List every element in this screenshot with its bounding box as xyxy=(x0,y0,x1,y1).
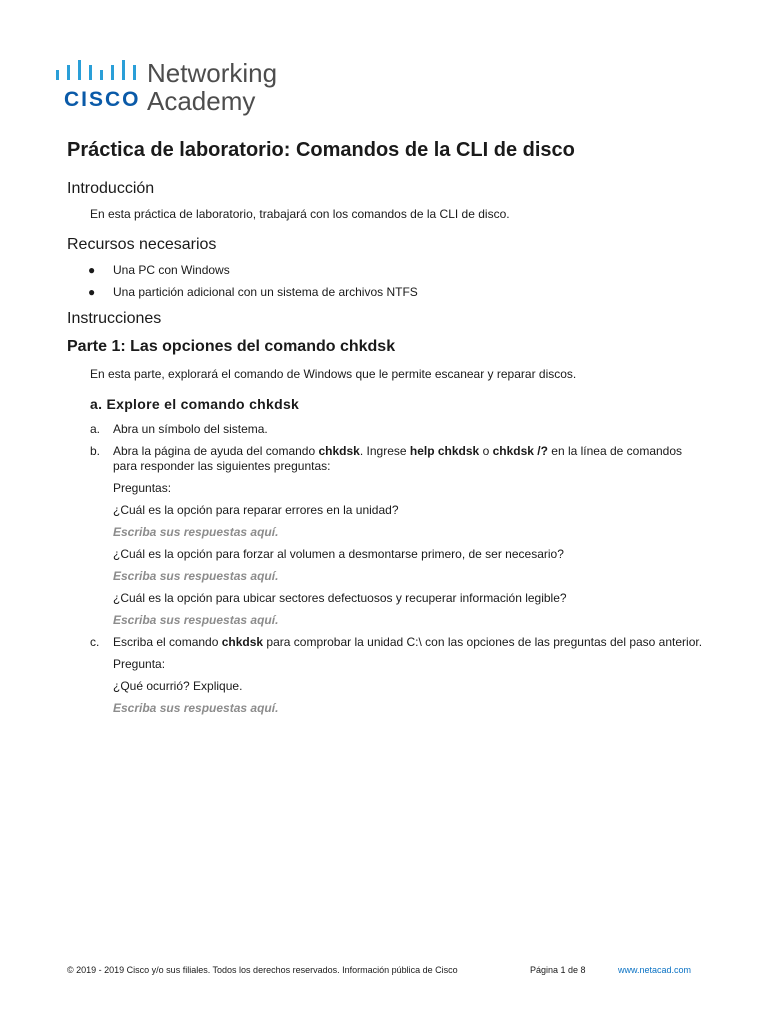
answer-placeholder: Escriba sus respuestas aquí. xyxy=(113,612,279,627)
part1-heading: Parte 1: Las opciones del comando chkdsk xyxy=(67,337,396,355)
step-b xyxy=(67,444,707,628)
footer-site-link[interactable]: www.netacad.com xyxy=(618,965,692,975)
step-a xyxy=(67,422,707,437)
question-text: ¿Cuál es la opción para ubicar sectores defectuosos y recuperar información legible? xyxy=(113,590,567,605)
bullet-icon: ● xyxy=(88,285,96,300)
cisco-wordmark: CISCO xyxy=(64,88,141,111)
answer-placeholder: Escriba sus respuestas aquí. xyxy=(113,568,279,583)
footer-page-number: Página 1 de 8 xyxy=(530,965,586,975)
cisco-logo xyxy=(54,58,314,118)
step-b-text: Abra la página de ayuda del comando chkdsk. Ingrese help chkdsk o chkdsk /? en la línea de comandos para responder las siguientes preguntas: xyxy=(113,443,683,473)
list-item xyxy=(67,285,707,300)
step-a-heading: a. Explore el comando chkdsk xyxy=(90,395,300,412)
resource-item-text: Una PC con Windows xyxy=(113,263,230,278)
intro-heading: Introducción xyxy=(67,180,155,197)
part1-intro-text: En esta parte, explorará el comando de Windows que le permite escanear y reparar discos. xyxy=(90,366,577,381)
footer-copyright: © 2019 - 2019 Cisco y/o sus filiales. Todos los derechos reservados. Información pública de Cisco xyxy=(67,965,458,975)
resource-item-text: Una partición adicional con un sistema de archivos NTFS xyxy=(113,285,418,300)
resources-list xyxy=(67,263,707,300)
question-text: ¿Cuál es la opción para forzar al volumen a desmontarse primero, de ser necesario? xyxy=(113,546,564,561)
cisco-bars-icon xyxy=(54,58,144,88)
step-mark: c. xyxy=(90,634,100,649)
steps-list xyxy=(67,422,707,716)
logo-line-networking: Networking xyxy=(147,58,278,88)
logo-line-academy: Academy xyxy=(147,86,256,116)
instructions-heading: Instrucciones xyxy=(67,310,162,328)
step-c-text: Escriba el comando chkdsk para comprobar la unidad C:\ con las opciones de las preguntas del paso anterior. xyxy=(113,634,703,649)
resources-heading: Recursos necesarios xyxy=(67,236,217,254)
page-title: Práctica de laboratorio: Comandos de la CLI de disco xyxy=(67,139,575,161)
document-body xyxy=(67,138,707,723)
question-text: ¿Cuál es la opción para reparar errores en la unidad? xyxy=(113,502,399,517)
bullet-icon: ● xyxy=(88,263,96,278)
step-mark: b. xyxy=(90,443,101,458)
step-c xyxy=(67,635,707,716)
question-text: ¿Qué ocurrió? Explique. xyxy=(113,678,243,693)
questions-label: Preguntas: xyxy=(113,480,172,495)
step-mark: a. xyxy=(90,421,101,436)
intro-text: En esta práctica de laboratorio, trabajará con los comandos de la CLI de disco. xyxy=(90,207,510,222)
answer-placeholder: Escriba sus respuestas aquí. xyxy=(113,524,279,539)
answer-placeholder: Escriba sus respuestas aquí. xyxy=(113,700,279,715)
list-item xyxy=(67,263,707,278)
step-a-text: Abra un símbolo del sistema. xyxy=(113,421,268,436)
question-label: Pregunta: xyxy=(113,656,166,671)
